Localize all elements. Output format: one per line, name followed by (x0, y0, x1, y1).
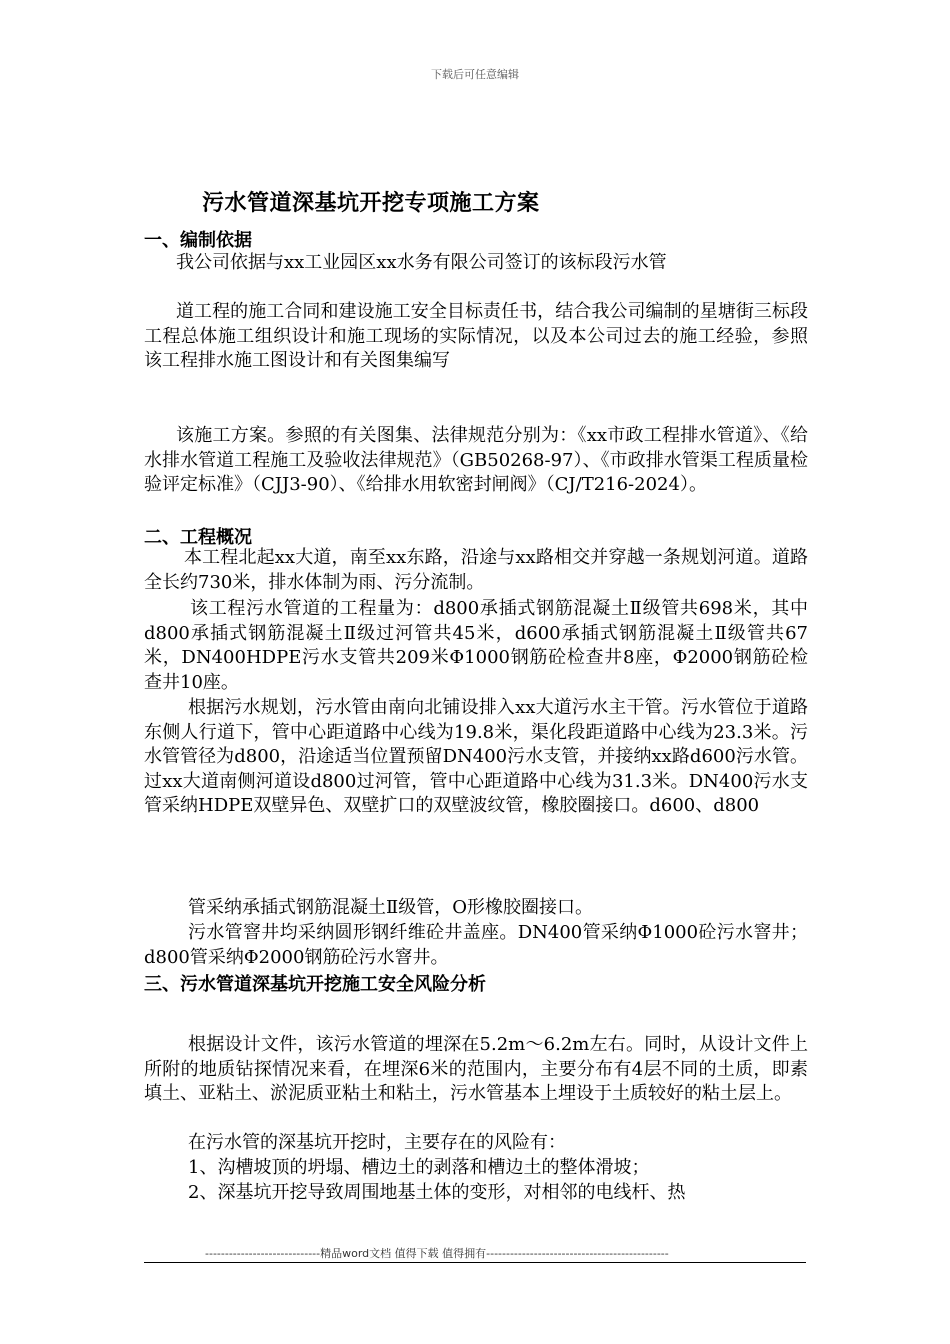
page-header: 下载后可任意编辑 (431, 68, 519, 81)
section-2-heading: 二、工程概况 (144, 527, 252, 548)
section-2-paragraph-5: 污水管窨井均采纳圆形钢纤维砼井盖座。DN400管采纳Φ1000砼污水窨井；d800管采纳Φ2000钢筋砼污水窨井。 (144, 922, 808, 968)
document-title: 污水管道深基坑开挖专项施工方案 (202, 191, 540, 216)
section-1-paragraph-2: 道工程的施工合同和建设施工安全目标责任书，结合我公司编制的星塘街三标段工程总体施工组织设计和施工现场的实际情况，以及本公司过去的施工经验，参照该工程排水施工图设计和有关图集编写 (144, 301, 808, 371)
section-2-paragraph-2: 该工程污水管道的工程量为：d800承插式钢筋混凝土Ⅱ级管共698米，其中d800承插式钢筋混凝土Ⅱ级过河管共45米，d600承插式钢筋混凝土Ⅱ级管共67米，DN400HDPE污水支管共209米Φ1000钢筋砼检查井8座，Φ2000钢筋砼检查井10座。 (144, 598, 808, 693)
section-3-paragraph-1: 根据设计文件，该污水管道的埋深在5.2m～6.2m左右。同时，从设计文件上所附的地质钻探情况来看，在埋深6米的范围内，主要分布有4层不同的土质，即素填土、亚粘土、淤泥质亚粘土和粘土，污水管基本上埋设于土质较好的粘土层上。 (144, 1034, 808, 1104)
section-3-paragraph-2: 在污水管的深基坑开挖时，主要存在的风险有： (188, 1132, 566, 1153)
risk-item-2: 2、深基坑开挖导致周围地基土体的变形，对相邻的电线杆、热 (188, 1182, 686, 1203)
section-2-paragraph-1: 本工程北起xx大道，南至xx东路，沿途与xx路相交并穿越一条规划河道。道路全长约730米，排水体制为雨、污分流制。 (144, 547, 808, 593)
section-2-paragraph-4: 管采纳承插式钢筋混凝土Ⅱ级管，O形橡胶圈接口。 (188, 897, 593, 918)
page-footer: -----------------------------精品word文档 值得下载 值得拥有---------------------------------------------- (205, 1247, 669, 1260)
section-3-heading: 三、污水管道深基坑开挖施工安全风险分析 (144, 974, 486, 995)
footer-rule (144, 1262, 806, 1263)
risk-item-1: 1、沟槽坡顶的坍塌、槽边土的剥落和槽边土的整体滑坡； (188, 1157, 650, 1178)
section-1-paragraph-3: 该施工方案。参照的有关图集、法律规范分别为：《xx市政工程排水管道》、《给水排水管道工程施工及验收法律规范》（GB50268-97）、《市政排水管渠工程质量检验评定标准》（CJJ3-90）、《给排水用软密封闸阀》（CJ/T216-2024）。 (144, 425, 808, 495)
section-1-paragraph-1: 我公司依据与xx工业园区xx水务有限公司签订的该标段污水管 (176, 252, 667, 273)
section-1-heading: 一、编制依据 (144, 230, 252, 251)
section-2-paragraph-3: 根据污水规划，污水管由南向北铺设排入xx大道污水主干管。污水管位于道路东侧人行道下，管中心距道路中心线为19.8米，渠化段距道路中心线为23.3米。污水管管径为d800，沿途适当位置预留DN400污水支管，并接纳xx路d600污水管。过xx大道南侧河道设d800过河管，管中心距道路中心线为31.3米。DN400污水支管采纳HDPE双壁异色、双壁扩口的双壁波纹管，橡胶圈接口。d600、d800 (144, 697, 808, 816)
section-1 (144, 226, 808, 276)
